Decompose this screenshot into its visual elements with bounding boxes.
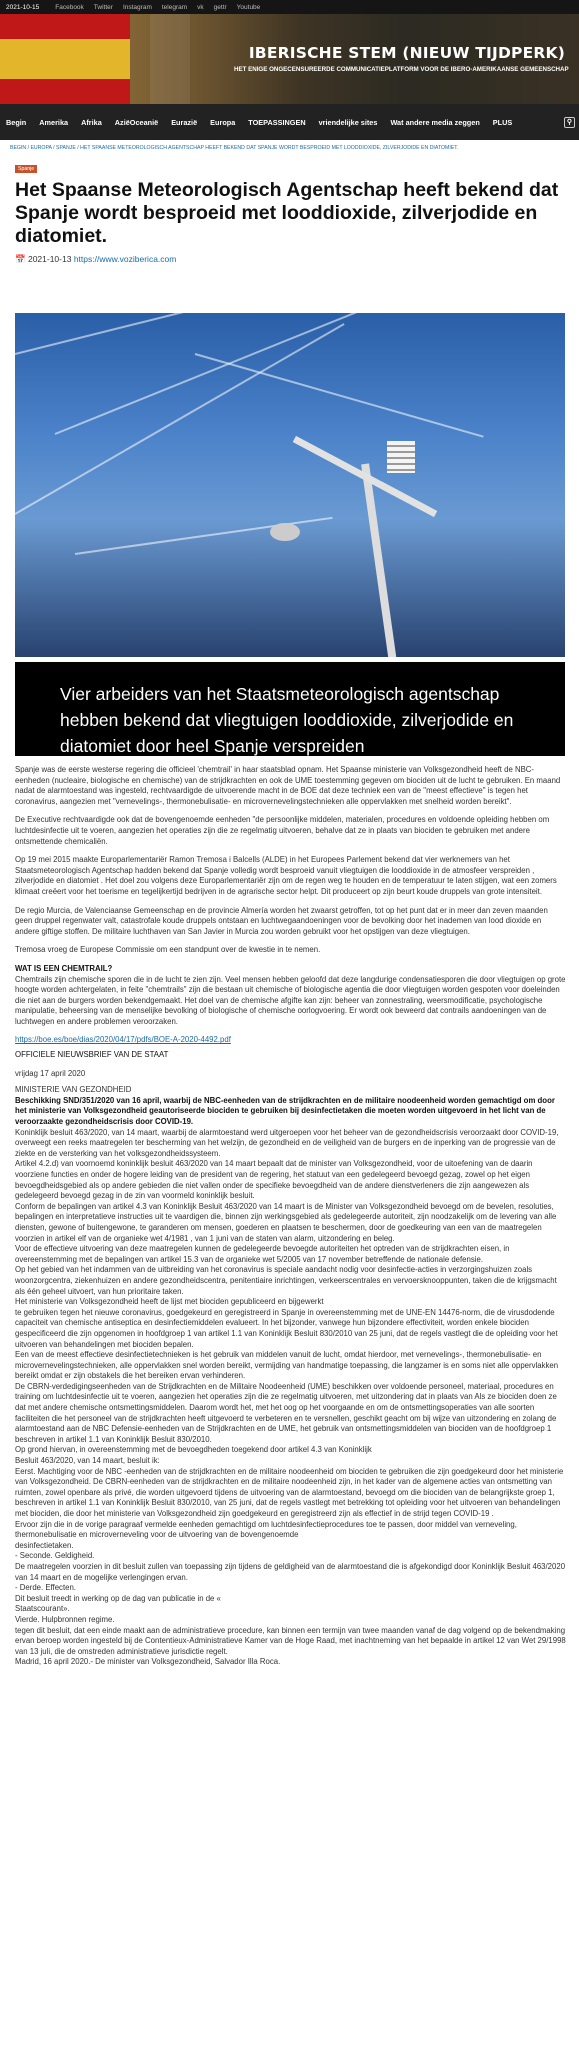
top-bar — [0, 0, 579, 14]
paragraph: Beschikking SND/351/2020 van 16 april, waarbij de NBC-eenheden van de strijdkrachten en de militaire noodeenheid worden gemachtigd om door het ministerie van Volksgezondheid geautoriseerde biociden te gebruiken bij desinfectietaken die moeten worden uitgevoerd in het licht van de veroorzaakte gezondheidscrisis door COVID-19. — [15, 1095, 555, 1127]
paragraph: De regio Murcia, de Valenciaanse Gemeenschap en de provincie Almería worden het zwaarst getroffen, tot op het punt dat er in meer dan zeven maanden geen druppel regenwater valt, catastrofale koude druppels ontstaan en luchtwegaandoeningen voor de bevolking door het inademen van lood dioxide en andere giftige stoffen. De militaire luchthaven van San Javier in Murcia zou worden gebruikt voor het opstijgen van deze vliegtuigen. — [15, 905, 548, 936]
paragraph: vrijdag 17 april 2020 — [15, 1068, 86, 1078]
paragraph: Op het gebied van het indammen van de uitbreiding van het coronavirus is speciale aandacht nodig voor desinfectie-acties in verzorgingshuizen zoals woonzorgcentra, ziekenhuizen en andere gezondheidscentra, penitentiaire inrichtingen, verkeerscentrales en vervoersknooppunten, taken die de krijgsmacht als één geheel uitvoert, van hun prioritaire taken. — [15, 1265, 557, 1296]
gettr-link[interactable]: gettr — [213, 3, 227, 11]
site-banner — [0, 14, 579, 104]
paragraph: desinfectietaken. — [15, 1540, 74, 1550]
category-badge[interactable]: Spanje — [15, 165, 37, 173]
paragraph: MINISTERIE VAN GEZONDHEID — [15, 1085, 132, 1095]
nav-item-afrika[interactable]: Afrika — [81, 117, 102, 127]
source-link[interactable]: https://www.voziberica.com — [73, 254, 177, 264]
nav-item-eurazie[interactable]: Eurazië — [171, 117, 198, 127]
pull-quote: Vier arbeiders van het Staatsmeteorologisch agentschap hebben bekend dat vliegtuigen looddioxide, zilverjodide en diatomiet door heel Spanje verspreiden — [15, 662, 565, 756]
paragraph: Conform de bepalingen van artikel 4.3 van Koninklijk Besluit 463/2020 van 14 maart is de Minister van Volksgezondheid bevoegd om de bevelen, resoluties, bepalingen en interpretatieve instructies uit te vaardigen die, binnen zijn werkingsgebied als gedelegeerde autoriteit, zijn noodzakelijk om de levering van alle diensten, gewone of buitengewone, te garanderen om mensen, goederen en plaatsen te beschermen, door de goedkeuring van een van de maatregelen voorzien in artikel elf van de organieke wet 4/1981 , van 1 juni van de staten van alarm, uitzondering en beleg. — [15, 1201, 557, 1243]
nav-item-azie-oceanie[interactable]: AziëOceanië — [114, 117, 159, 127]
article-body — [15, 765, 567, 1668]
nav-item-europa[interactable]: Europa — [210, 117, 236, 127]
paragraph: Artikel 4.2.d) van voornoemd koninklijk besluit 463/2020 van 14 maart bepaalt dat de minister van Volksgezondheid, voor de uitoefening van de daarin voorziene functies en onder de hogere leiding van de president van de regering, het statuut van een gedelegeerd bevoegd gezag, zowel op het eigen bevoegdheidsgebied als op andere gebieden die niet vallen onder de specifieke bevoegdheid van de andere dienstverleners die zijn aangewezen als gedelegeerd bevoegd gezag in de zin van voormeld koninklijk besluit. — [15, 1159, 533, 1201]
site-title[interactable]: IBERISCHE STEM (NIEUW TIJDPERK) — [248, 44, 565, 62]
paragraph: Op 19 mei 2015 maakte Europarlementariër Ramon Tremosa i Balcells (ALDE) in het Europees Parlement bekend dat vier werknemers van het Staatsmeteorologisch Agentschap hadden bekend dat Spanje volledig wordt besproeid vanuit vliegtuigen die looddioxide in de atmosfeer verspreiden , zilverjodide en diatomiet . Het doel zou volgens deze Europarlementariër zijn om de regen weg te houden en de temperatuur te laten stijgen, wat een zomers klimaat creëert voor het toerisme en tegelijkertijd bedrijven in de agrarische sector helpt. Dit produceert op zijn beurt koude druppels van grote intensiteit. — [15, 855, 557, 896]
paragraph: Staatscourant». — [15, 1604, 70, 1614]
nav-item-vriendelijke-sites[interactable]: vriendelijke sites — [318, 117, 378, 127]
search-icon[interactable]: ⚲ — [564, 117, 575, 128]
youtube-link[interactable]: Youtube — [236, 3, 261, 11]
paragraph: Tremosa vroeg de Europese Commissie om een standpunt over de kwestie in te nemen. — [15, 945, 321, 955]
paragraph: Eerst. Machtiging voor de NBC -eenheden van de strijdkrachten en de militaire noodeenheid om biociden te gebruiken die zijn goedgekeurd door het ministerie van Volksgezondheid. De CBRN-eenheden van de strijdkrachten en de militaire noodeenheid zijn, in het kader van de algemene acties van ontsmetting van ruimten, zowel openbare als privé, die worden uitgevoerd tijdens de uitvoering van de alarmtoestand, bevoegd om die biociden van de belangrijkste groep 1, beschreven in artikel 1.1 van Koninklijk Besluit 830/2010, van 25 juni, dat de regels vastlegt met betrekking tot opleiding voor het uitvoeren van behandelingen met biociden, die door het ministerie van Volksgezondheid zijn goedgekeurd en geregistreerd zijn als effectief in de strijd tegen COVID-19 . — [15, 1466, 564, 1518]
breadcrumb[interactable]: BEGIN / EUROPA / SPANJE / HET SPAANSE METEOROLOGISCH AGENTSCHAP HEEFT BEKEND DAT SPANJE WORDT BESPROEID MET LOODDIOXIDE, ZILVERJODIDE EN DIATOMIET. — [10, 145, 459, 151]
paragraph: De Executive rechtvaardigde ook dat de bovengenoemde eenheden "de persoonlijke middelen, materialen, procedures en voldoende opleiding hebben om luchtdesinfectie uit te voeren, aangezien het operaties zijn die ze regelmatig uitvoeren, behalve dat ze in plaats van biociden te gebruiken met andere ontsmettende chemicaliën. — [15, 815, 550, 846]
nav-item-begin[interactable]: Begin — [6, 117, 27, 127]
site-tagline: HET ENIGE ONGECENSUREERDE COMMUNICATIEPLATFORM VOOR DE IBERO-AMERIKAANSE GEMEENSCHAP — [234, 66, 569, 73]
paragraph: Koninklijk besluit 463/2020, van 14 maart, waarbij de alarmtoestand werd uitgeroepen voor het beheer van de gezondheidscrisis veroorzaakt door COVID-19, overweegt een reeks maatregelen ter bescherming van het welzijn, de gezondheid en de veiligheid van de burgers en de inperking van de progressie van de ziekte en de versterking van het volksgezondheidssysteem. — [15, 1127, 559, 1158]
nav-item-toepassingen[interactable]: TOEPASSINGEN — [248, 117, 306, 127]
paragraph: - Derde. Effecten. — [15, 1583, 76, 1593]
banner-flag-image — [0, 14, 130, 104]
section-heading: WAT IS EEN CHEMTRAIL? — [15, 963, 113, 973]
article-date: 2021-10-13 — [27, 254, 72, 264]
paragraph: De CBRN-verdedigingseenheden van de Strijdkrachten en de Militaire Noodeenheid (UME) beschikken over voldoende personeel, materiaal, procedures en training om luchtdesinfectie uit te voeren, aangezien het operaties zijn die ze regelmatig uitvoeren, met uitzondering dat in plaats van Als ze biociden doen ze dat met andere chemische ontsmettingsmiddelen. Daarom wordt het, met het oog op het voorgaande en om de ontsmettingsoperaties van alle soorten faciliteiten die het personeel van de strijdkrachten heeft uitgevoerd te verbeteren en te versnellen, geschikt geacht om bij wijze van uitzondering en zolang de alarmtoestand aan de NBC Defensie-eenheden van de Strijdkrachten en de UME, het gebruik van ontsmettingsmiddelen van biociden van de hoofdgroep 1 beschreven in artikel 1.1 van Koninklijk Besluit 830/2010. — [15, 1381, 557, 1444]
paragraph: te gebruiken tegen het nieuwe coronavirus, goedgekeurd en geregistreerd in Spanje in overeenstemming met de UNE-EN 14476-norm, die de virusdodende capaciteit van chemische antiseptica en desinfectiemiddelen evalueert. In het bijzonder, vanwege hun bijzondere effectiviteit, worden enkele biociden gespecificeerd die zijn opgenomen in hoofdgroep 1 van artikel 1.1 van Koninklijk Besluit 830/2010 van 25 juni, dat de regels vastlegt die de opleiding voor het uitvoeren van behandelingen met biociden bepalen. — [15, 1307, 558, 1349]
instagram-link[interactable]: Instagram — [122, 3, 152, 11]
boe-link[interactable]: https://boe.es/boe/dias/2020/04/17/pdfs/BOE-A-2020-4492.pdf — [15, 1035, 231, 1045]
top-date: 2021-10-15 — [6, 3, 40, 11]
paragraph: Op grond hiervan, in overeenstemming met de bevoegdheden toegekend door artikel 4.3 van Koninklijk — [15, 1445, 372, 1455]
main-nav — [0, 104, 579, 140]
hero-image — [15, 313, 565, 657]
paragraph: Een van de meest effectieve desinfectietechnieken is het gebruik van middelen vanuit de lucht, omdat hierdoor, met vernevelings-, thermonebulisatie- en microvernevelingstechnieken, alle oppervlakken snel worden bereikt, vermijding van handmatige toepassing, die langzamer is en soms niet alle oppervlakken bereikt omdat er zijn obstakels die het bereiken ervan verhinderen. — [15, 1350, 559, 1381]
calendar-icon: 📅 — [15, 254, 26, 264]
vk-link[interactable]: vk — [197, 3, 204, 11]
paragraph: tegen dit besluit, dat een einde maakt aan de administratieve procedure, kan binnen een termijn van twee maanden vanaf de dag volgend op de bekendmaking ervan beroep worden ingesteld bij de Contentieux-Administratieve Kamer van de Hoge Raad, met inachtneming van het bepaalde in artikel 12 van Wet 29/1998 van 13 juli, die de omstreden administratieve jurisdictie regelt. — [15, 1625, 566, 1656]
article-title: Het Spaanse Meteorologisch Agentschap heeft bekend dat Spanje wordt besproeid met looddioxide, zilverjodide en diatomiet. — [15, 179, 559, 247]
nav-item-andere-media[interactable]: Wat andere media zeggen — [390, 117, 480, 127]
facebook-link[interactable]: Facebook — [55, 3, 84, 11]
paragraph: Spanje was de eerste westerse regering die officieel 'chemtrail' in haar staatsblad opnam. Het Spaanse ministerie van Volksgezondheid heeft de NBC-eenheden (nucleaire, biologische en chemische) van de strijdkrachten en ook de UME toestemming gegeven om biociden uit de lucht te gebruiken. En maand nadat de alarmtoestand was ingesteld, rechtvaardigde de uitvoerende macht in de BOE dat deze techniek een van de "meest effectieve" is tegen het coronavirus, aangezien met "vernevelings-, thermonebulisatie- en microvernevelingstechnieken alle oppervlakken met snelheid worden bereikt". — [15, 765, 561, 806]
paragraph: Madrid, 16 april 2020.- De minister van Volksgezondheid, Salvador Illa Roca. — [15, 1657, 281, 1667]
paragraph: Besluit 463/2020, van 14 maart, besluit ik: — [15, 1456, 160, 1466]
nav-item-amerika[interactable]: Amerika — [39, 117, 69, 127]
section-heading: OFFICIELE NIEUWSBRIEF VAN DE STAAT — [15, 1050, 169, 1060]
article-meta — [15, 254, 564, 265]
paragraph: - Seconde. Geldigheid. — [15, 1551, 95, 1561]
paragraph: Chemtrails zijn chemische sporen die in de lucht te zien zijn. Veel mensen hebben geloofd dat deze langdurige condensatiesporen die door vliegtuigen op grote hoogte worden achtergelaten, in feite "chemtrails" zijn die bestaan uit chemische of biologische agentia die door vliegtuigen worden gespoten voor doeleinden die niet aan de burgers worden bekendgemaakt. Het doel van de chemische afgifte kan zijn: beheer van zonnestraling, weersmodificatie, psychologische manipulatie, beheersing van de menselijke bevolking of biologische of chemische oorlogvoering. Er wordt ook beweerd dat contrails aandoeningen van de luchtwegen en andere problemen veroorzaken. — [15, 974, 566, 1026]
paragraph: Ervoor zijn die in de vorige paragraaf vermelde eenheden gemachtigd om luchtdesinfectieprocedures toe te passen, door middel van verneveling, thermonebulisatie en microverneveling voor de uitvoering van de bovengenoemde — [15, 1519, 517, 1540]
paragraph: Vierde. Hulpbronnen regime. — [15, 1614, 115, 1624]
paragraph: Voor de effectieve uitvoering van deze maatregelen kunnen de gedelegeerde bevoegde autoriteiten het optreden van de strijdkrachten eisen, in overeenstemming met de bepalingen van artikel 15.3 van de organieke wet 5/2005 van 17 november betreffende de nationale defensie. — [15, 1244, 510, 1264]
telegram-link[interactable]: telegram — [161, 3, 188, 11]
paragraph: De maatregelen voorzien in dit besluit zullen van toepassing zijn tijdens de geldigheid van de alarmtoestand die is afgekondigd door Koninklijk Besluit 463/2020 van 14 maart en de mogelijke verlengingen ervan. — [15, 1561, 566, 1582]
paragraph: Het ministerie van Volksgezondheid heeft de lijst met biociden gepubliceerd en bijgewerkt — [15, 1297, 324, 1307]
nav-item-plus[interactable]: PLUS — [492, 117, 513, 127]
twitter-link[interactable]: Twitter — [93, 3, 113, 11]
paragraph: Dit besluit treedt in werking op de dag van publicatie in de « — [15, 1593, 221, 1603]
